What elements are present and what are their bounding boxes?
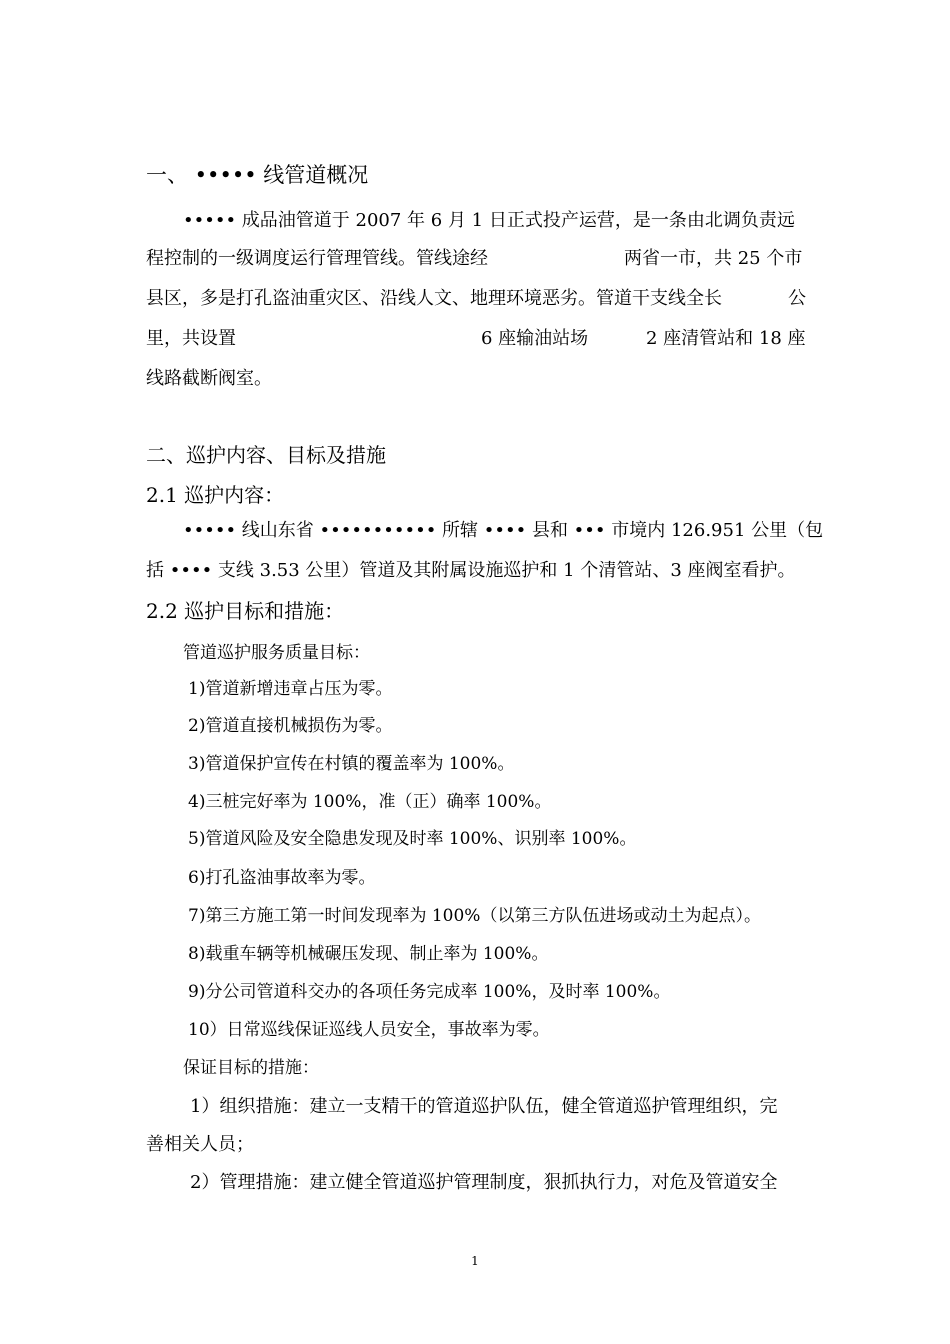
section-1-paragraph-line-4c: 2 座清管站和 18 座 <box>646 328 806 349</box>
section-1-paragraph-line-4a: 里，共设置 <box>146 328 236 349</box>
measures-line: 善相关人员； <box>146 1134 254 1155</box>
section-1-paragraph-line-5: 线路截断阀室。 <box>146 368 272 389</box>
section-1-heading: 一、 ••••• 线管道概况 <box>146 163 369 187</box>
measures-line: 1）组织措施：建立一支精干的管道巡护队伍，健全管道巡护管理组织，完 <box>190 1096 778 1117</box>
section-1-paragraph-line-3b: 公 <box>788 288 806 309</box>
quality-goal-item: 5)管道风险及安全隐患发现及时率 100%、识别率 100%。 <box>188 829 637 849</box>
section-1-paragraph-line-4b: 6 座输油站场 <box>481 328 589 349</box>
section-1-paragraph-line-2a: 程控制的一级调度运行管理管线。管线途经 <box>146 248 488 269</box>
quality-goal-item: 9)分公司管道科交办的各项任务完成率 100%，及时率 100%。 <box>188 982 671 1002</box>
section-2-heading: 二、巡护内容、目标及措施 <box>146 443 386 467</box>
subsection-2-2-heading: 2.2 巡护目标和措施： <box>146 599 345 623</box>
measures-title: 保证目标的措施： <box>183 1058 319 1078</box>
measures-line: 2）管理措施：建立健全管道巡护管理制度，狠抓执行力，对危及管道安全 <box>190 1172 778 1193</box>
page-number: 1 <box>471 1254 479 1268</box>
quality-goal-item: 10）日常巡线保证巡线人员安全，事故率为零。 <box>188 1020 550 1040</box>
section-1-paragraph-line-3a: 县区，多是打孔盗油重灾区、沿线人文、地理环境恶劣。管道干支线全长 <box>146 288 722 309</box>
quality-goal-item: 7)第三方施工第一时间发现率为 100%（以第三方队伍进场或动土为起点）。 <box>188 906 761 926</box>
quality-goal-item: 3)管道保护宣传在村镇的覆盖率为 100%。 <box>188 754 515 774</box>
subsection-2-1-line-1: ••••• 线山东省 ••••••••••• 所辖 •••• 县和 ••• 市境内 126.951 公里（包 <box>183 520 824 541</box>
subsection-2-1-heading: 2.1 巡护内容： <box>146 483 285 507</box>
section-1-paragraph-line-2b: 两省一市，共 25 个市 <box>624 248 803 269</box>
quality-goal-item: 8)载重车辆等机械碾压发现、制止率为 100%。 <box>188 944 549 964</box>
quality-goal-item: 4)三桩完好率为 100%，准（正）确率 100%。 <box>188 792 552 812</box>
quality-goal-item: 1)管道新增违章占压为零。 <box>188 679 393 699</box>
quality-goal-item: 6)打孔盗油事故率为零。 <box>188 868 376 888</box>
quality-goal-item: 2)管道直接机械损伤为零。 <box>188 716 393 736</box>
quality-goals-title: 管道巡护服务质量目标： <box>183 643 370 663</box>
subsection-2-1-line-2: 括 •••• 支线 3.53 公里）管道及其附属设施巡护和 1 个清管站、3 座阀室看护。 <box>146 560 796 581</box>
section-1-paragraph-line-1: ••••• 成品油管道于 2007 年 6 月 1 日正式投产运营，是一条由北调负责远 <box>183 210 795 231</box>
